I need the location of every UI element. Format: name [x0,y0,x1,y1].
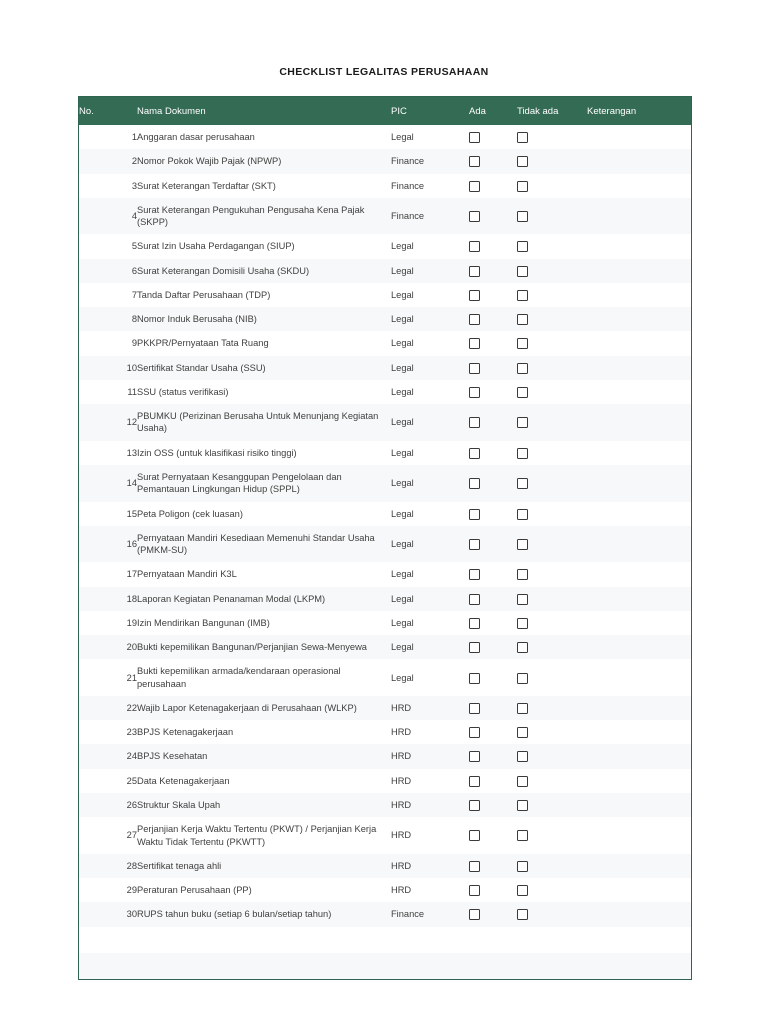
cell-keterangan[interactable] [587,611,691,635]
cell-tidak-ada [517,902,587,926]
cell-tidak-ada [517,404,587,441]
cell-keterangan[interactable] [587,149,691,173]
cell-empty [517,953,587,979]
cell-keterangan[interactable] [587,769,691,793]
table-row [79,259,691,283]
cell-pic: Legal [391,132,414,142]
cell-keterangan[interactable] [587,744,691,768]
cell-pic: Legal [391,386,414,397]
cell-ada [469,283,517,307]
column-header-ada: Ada [469,97,517,125]
table-row [79,356,691,380]
checkbox-ada[interactable] [469,314,480,325]
checkbox-ada[interactable] [469,861,480,872]
cell-ada [469,380,517,404]
cell-ada [469,587,517,611]
cell-no: 4 [131,210,137,221]
cell-keterangan[interactable] [587,234,691,258]
table-header-row [79,97,691,125]
table-row [79,283,691,307]
cell-nama-dokumen: Pernyataan Mandiri Kesediaan Memenuhi Standar Usaha (PMKM-SU) [137,532,375,556]
cell-pic: HRD [391,860,412,871]
cell-no: 29 [126,885,137,896]
cell-pic: Legal [391,362,414,373]
cell-no: 18 [126,593,137,604]
cell-tidak-ada [517,380,587,404]
table-row [79,465,691,502]
cell-pic: HRD [391,702,412,713]
cell-empty [137,927,391,953]
cell-nama-dokumen: Bukti kepemilikan armada/kendaraan operasional perusahaan [137,666,341,689]
cell-tidak-ada [517,659,587,696]
cell-keterangan[interactable] [587,526,691,563]
checkbox-ada[interactable] [469,266,480,277]
cell-keterangan[interactable] [587,502,691,526]
cell-keterangan[interactable] [587,174,691,198]
cell-keterangan[interactable] [587,854,691,878]
checkbox-ada[interactable] [469,776,480,787]
column-header-no: No. [79,97,137,125]
cell-empty [391,953,469,979]
checkbox-ada[interactable] [469,417,480,428]
cell-pic: Legal [391,672,414,683]
checkbox-tidak-ada[interactable] [517,417,528,428]
checkbox-ada[interactable] [469,363,480,374]
table-row [79,562,691,586]
table-row [79,659,691,696]
cell-ada [469,611,517,635]
table-row [79,380,691,404]
cell-tidak-ada [517,331,587,355]
cell-no: 3 [131,180,137,191]
checkbox-tidak-ada[interactable] [517,338,528,349]
cell-empty [79,927,137,953]
checkbox-tidak-ada[interactable] [517,448,528,459]
cell-pic: Legal [391,417,414,428]
cell-ada [469,793,517,817]
cell-pic: HRD [391,727,412,738]
cell-keterangan[interactable] [587,878,691,902]
table-row [79,307,691,331]
cell-no: 13 [126,447,137,458]
table-header [79,97,691,125]
cell-ada [469,465,517,502]
cell-keterangan[interactable] [587,635,691,659]
cell-no: 20 [126,642,137,653]
cell-nama-dokumen: PBUMKU (Perizinan Berusaha Untuk Menunjang Kegiatan Usaha) [137,411,379,434]
checkbox-tidak-ada[interactable] [517,156,528,167]
table-row [79,234,691,258]
cell-no: 30 [126,909,137,920]
cell-ada [469,174,517,198]
checkbox-tidak-ada[interactable] [517,211,528,222]
cell-tidak-ada [517,854,587,878]
cell-tidak-ada [517,720,587,744]
cell-empty [391,927,469,953]
cell-nama-dokumen: Nomor Induk Berusaha (NIB) [137,314,257,325]
cell-nama-dokumen: Surat Keterangan Pengukuhan Pengusaha Kena Pajak (SKPP) [137,204,365,228]
cell-keterangan[interactable] [587,817,691,854]
cell-ada [469,744,517,768]
cell-ada [469,659,517,696]
checkbox-ada[interactable] [469,241,480,252]
cell-no: 12 [126,417,137,428]
table-row [79,902,691,926]
checkbox-tidak-ada[interactable] [517,703,528,714]
cell-no: 17 [126,569,137,580]
table-row [79,878,691,902]
cell-pic: Legal [391,314,414,325]
cell-ada [469,878,517,902]
cell-nama-dokumen: Sertifikat tenaga ahli [137,860,222,871]
cell-nama-dokumen: Surat Keterangan Terdaftar (SKT) [137,180,276,191]
cell-pic: Legal [391,569,414,580]
cell-pic: Finance [391,180,425,191]
cell-no: 26 [126,799,137,810]
checkbox-tidak-ada[interactable] [517,539,528,550]
cell-tidak-ada [517,744,587,768]
checkbox-ada[interactable] [469,156,480,167]
cell-no: 8 [131,314,137,325]
checkbox-tidak-ada[interactable] [517,509,528,520]
cell-tidak-ada [517,817,587,854]
cell-nama-dokumen: BPJS Kesehatan [137,751,208,762]
checkbox-ada[interactable] [469,703,480,714]
cell-pic: Finance [391,210,425,221]
checkbox-tidak-ada[interactable] [517,387,528,398]
table-row [79,854,691,878]
page-title: CHECKLIST LEGALITAS PERUSAHAAN [279,66,489,78]
cell-keterangan[interactable] [587,441,691,465]
checkbox-tidak-ada[interactable] [517,727,528,738]
cell-tidak-ada [517,562,587,586]
table-row [79,331,691,355]
cell-nama-dokumen: BPJS Ketenagakerjaan [137,727,234,738]
cell-no: 16 [126,538,137,549]
checkbox-tidak-ada[interactable] [517,594,528,605]
cell-ada [469,817,517,854]
cell-nama-dokumen: Nomor Pokok Wajib Pajak (NPWP) [137,156,282,167]
cell-no: 7 [131,289,137,300]
cell-nama-dokumen: SSU (status verifikasi) [137,386,229,397]
column-header-tidak-ada: Tidak ada [517,97,587,125]
checkbox-ada[interactable] [469,181,480,192]
cell-nama-dokumen: Izin Mendirikan Bangunan (IMB) [137,617,270,628]
column-header-nama-dokumen: Nama Dokumen [137,97,391,125]
checkbox-tidak-ada[interactable] [517,909,528,920]
cell-keterangan[interactable] [587,696,691,720]
cell-keterangan[interactable] [587,307,691,331]
cell-ada [469,259,517,283]
table-row [79,441,691,465]
cell-ada [469,149,517,173]
cell-keterangan[interactable] [587,793,691,817]
cell-ada [469,198,517,235]
table-row [79,587,691,611]
column-header-pic: PIC [391,97,469,125]
cell-tidak-ada [517,635,587,659]
cell-pic: Legal [391,447,414,458]
cell-empty [587,953,691,979]
checkbox-tidak-ada[interactable] [517,181,528,192]
cell-nama-dokumen: Sertifikat Standar Usaha (SSU) [137,362,266,373]
checkbox-tidak-ada[interactable] [517,132,528,143]
cell-keterangan[interactable] [587,331,691,355]
cell-ada [469,526,517,563]
cell-nama-dokumen: Peraturan Perusahaan (PP) [137,885,252,896]
cell-keterangan[interactable] [587,902,691,926]
checkbox-ada[interactable] [469,338,480,349]
cell-tidak-ada [517,198,587,235]
checkbox-tidak-ada[interactable] [517,751,528,762]
cell-no: 5 [131,241,137,252]
cell-tidak-ada [517,465,587,502]
cell-no: 11 [127,386,137,397]
table-row [79,174,691,198]
checkbox-ada[interactable] [469,642,480,653]
checkbox-ada[interactable] [469,594,480,605]
cell-nama-dokumen: Data Ketenagakerjaan [137,775,230,786]
cell-nama-dokumen: Surat Izin Usaha Perdagangan (SIUP) [137,241,295,252]
cell-no: 21 [126,672,137,683]
table-row [79,817,691,854]
cell-ada [469,125,517,149]
cell-no: 27 [126,830,137,841]
checkbox-ada[interactable] [469,387,480,398]
checkbox-tidak-ada[interactable] [517,569,528,580]
table-row [79,502,691,526]
checkbox-ada[interactable] [469,569,480,580]
checkbox-ada[interactable] [469,830,480,841]
table-row [79,611,691,635]
cell-pic: Legal [391,538,414,549]
cell-ada [469,331,517,355]
checkbox-tidak-ada[interactable] [517,800,528,811]
cell-ada [469,502,517,526]
cell-tidak-ada [517,441,587,465]
cell-ada [469,234,517,258]
table-row [79,720,691,744]
cell-empty [517,927,587,953]
cell-tidak-ada [517,696,587,720]
cell-empty [79,953,137,979]
cell-nama-dokumen: Peta Poligon (cek luasan) [137,508,243,519]
cell-ada [469,902,517,926]
checkbox-tidak-ada[interactable] [517,618,528,629]
checkbox-tidak-ada[interactable] [517,478,528,489]
cell-keterangan[interactable] [587,720,691,744]
cell-nama-dokumen: Tanda Daftar Perusahaan (TDP) [137,289,271,300]
cell-keterangan[interactable] [587,259,691,283]
table-row [79,404,691,441]
checkbox-tidak-ada[interactable] [517,673,528,684]
cell-nama-dokumen: RUPS tahun buku (setiap 6 bulan/setiap tahun) [137,909,332,920]
cell-pic: Finance [391,156,425,167]
checkbox-tidak-ada[interactable] [517,861,528,872]
table-row-empty [79,927,691,953]
cell-empty [587,927,691,953]
checkbox-tidak-ada[interactable] [517,363,528,374]
checkbox-tidak-ada[interactable] [517,266,528,277]
cell-nama-dokumen: Surat Keterangan Domisili Usaha (SKDU) [137,265,310,276]
cell-keterangan[interactable] [587,465,691,502]
table-body [79,125,691,979]
cell-tidak-ada [517,502,587,526]
cell-pic: HRD [391,885,412,896]
table-row [79,149,691,173]
checkbox-ada[interactable] [469,290,480,301]
column-header-keterangan: Keterangan [587,97,691,125]
cell-pic: HRD [391,751,412,762]
cell-ada [469,720,517,744]
cell-keterangan[interactable] [587,198,691,235]
cell-keterangan[interactable] [587,125,691,149]
table-row [79,793,691,817]
checklist-table [79,97,691,979]
cell-nama-dokumen: Wajib Lapor Ketenagakerjaan di Perusahaan (WLKP) [137,702,357,713]
cell-tidak-ada [517,878,587,902]
checkbox-tidak-ada[interactable] [517,241,528,252]
cell-tidak-ada [517,149,587,173]
checkbox-ada[interactable] [469,727,480,738]
cell-ada [469,854,517,878]
table-row [79,125,691,149]
table-row [79,769,691,793]
cell-tidak-ada [517,283,587,307]
cell-pic: Legal [391,241,414,252]
cell-tidak-ada [517,526,587,563]
cell-pic: Finance [391,909,425,920]
cell-ada [469,769,517,793]
cell-tidak-ada [517,587,587,611]
table-row [79,198,691,235]
cell-tidak-ada [517,793,587,817]
cell-pic: Legal [391,508,414,519]
checkbox-ada[interactable] [469,673,480,684]
cell-no: 22 [126,702,137,713]
cell-ada [469,404,517,441]
cell-pic: Legal [391,478,414,489]
cell-nama-dokumen: Anggaran dasar perusahaan [137,132,255,142]
cell-no: 15 [126,508,137,519]
table-row [79,696,691,720]
cell-no: 2 [131,156,137,167]
cell-keterangan[interactable] [587,283,691,307]
cell-no: 25 [126,775,137,786]
cell-ada [469,562,517,586]
cell-ada [469,441,517,465]
table-row-empty [79,953,691,979]
cell-pic: Legal [391,617,414,628]
cell-no: 14 [126,478,137,489]
cell-ada [469,356,517,380]
cell-keterangan[interactable] [587,659,691,696]
table-row [79,526,691,563]
checkbox-tidak-ada[interactable] [517,314,528,325]
cell-ada [469,635,517,659]
cell-ada [469,696,517,720]
cell-no: 6 [131,265,137,276]
checkbox-ada[interactable] [469,478,480,489]
checkbox-ada[interactable] [469,448,480,459]
cell-ada [469,307,517,331]
cell-tidak-ada [517,611,587,635]
cell-pic: HRD [391,775,412,786]
cell-no: 10 [126,362,137,373]
cell-empty [469,953,517,979]
table-row [79,635,691,659]
cell-nama-dokumen: Bukti kepemilikan Bangunan/Perjanjian Sewa-Menyewa [137,642,367,653]
checkbox-tidak-ada[interactable] [517,885,528,896]
cell-nama-dokumen: Pernyataan Mandiri K3L [137,569,237,580]
cell-keterangan[interactable] [587,587,691,611]
cell-nama-dokumen: Izin OSS (untuk klasifikasi risiko tinggi) [137,447,297,458]
checkbox-tidak-ada[interactable] [517,830,528,841]
checkbox-ada[interactable] [469,509,480,520]
cell-pic: Legal [391,642,414,653]
cell-nama-dokumen: Struktur Skala Upah [137,799,221,810]
cell-no: 23 [126,727,137,738]
table-row [79,744,691,768]
cell-no: 24 [126,751,137,762]
checkbox-tidak-ada[interactable] [517,290,528,301]
cell-pic: Legal [391,289,414,300]
checkbox-ada[interactable] [469,751,480,762]
cell-nama-dokumen: Laporan Kegiatan Penanaman Modal (LKPM) [137,593,326,604]
cell-nama-dokumen: Perjanjian Kerja Waktu Tertentu (PKWT) / Perjanjian Kerja Waktu Tidak Tertentu (PKWTT) [137,824,377,847]
cell-keterangan[interactable] [587,404,691,441]
cell-tidak-ada [517,769,587,793]
cell-pic: Legal [391,265,414,276]
cell-keterangan[interactable] [587,380,691,404]
checkbox-ada[interactable] [469,800,480,811]
checkbox-ada[interactable] [469,211,480,222]
checkbox-tidak-ada[interactable] [517,776,528,787]
checkbox-ada[interactable] [469,132,480,143]
cell-keterangan[interactable] [587,356,691,380]
cell-nama-dokumen: Surat Pernyataan Kesanggupan Pengelolaan dan Pemantauan Lingkungan Hidup (SPPL) [137,471,342,495]
checkbox-tidak-ada[interactable] [517,642,528,653]
cell-tidak-ada [517,356,587,380]
cell-keterangan[interactable] [587,562,691,586]
cell-empty [469,927,517,953]
cell-no: 1 [131,132,137,142]
cell-empty [137,953,391,979]
cell-pic: Legal [391,593,414,604]
cell-no: 19 [126,617,137,628]
checkbox-ada[interactable] [469,618,480,629]
cell-tidak-ada [517,234,587,258]
checkbox-ada[interactable] [469,539,480,550]
cell-no: 9 [131,338,137,349]
cell-tidak-ada [517,174,587,198]
cell-nama-dokumen: PKKPR/Pernyataan Tata Ruang [137,338,269,349]
cell-pic: HRD [391,799,412,810]
cell-tidak-ada [517,125,587,149]
cell-pic: HRD [391,830,412,841]
cell-tidak-ada [517,307,587,331]
cell-pic: Legal [391,338,414,349]
checklist-table-container [78,96,692,980]
cell-no: 28 [126,860,137,871]
checkbox-ada[interactable] [469,909,480,920]
cell-tidak-ada [517,259,587,283]
checkbox-ada[interactable] [469,885,480,896]
